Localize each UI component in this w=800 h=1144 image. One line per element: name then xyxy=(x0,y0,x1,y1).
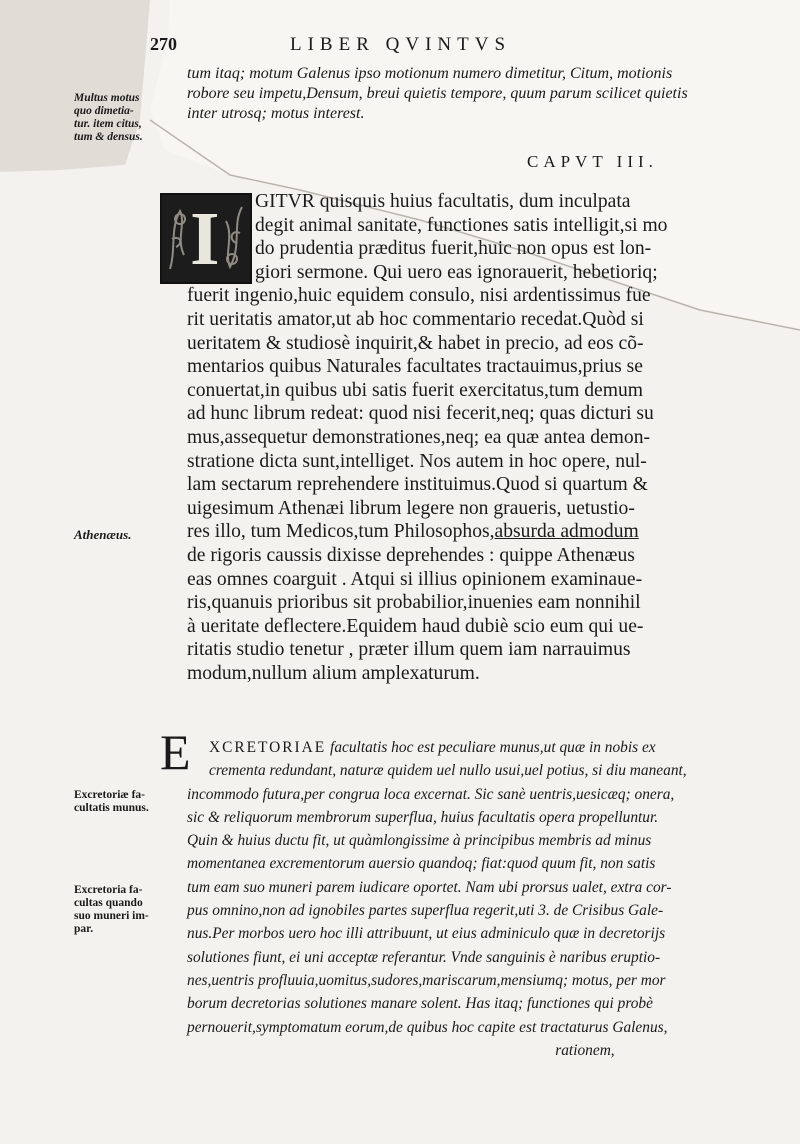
text-line: modum,nullum alium amplexaturum. xyxy=(187,662,480,684)
text-line: tum itaq; motum Galenus ipso motionum numero dimetitur, Citum, motionis xyxy=(187,65,673,82)
text-line xyxy=(187,736,687,759)
text-line: degit animal sanitate, functiones satis intelligit,si mo xyxy=(255,214,668,236)
page-header xyxy=(150,34,580,58)
margin-note-excretoria-impar: Excretoria fa- cultas quando suo muneri im- par. xyxy=(74,884,149,935)
text-line: ueritatem & studiosè inquirit,& habet in precio, ad eos cõ- xyxy=(187,332,644,354)
catchword: rationem, xyxy=(555,1041,615,1059)
text-line: nus.Per morbos uero hoc illi attribuunt, ut eius adminiculo quæ in decretorijs xyxy=(187,925,666,943)
text-segment: res illo, tum Medicos,tum Philosophos, xyxy=(187,521,495,543)
text-line: rit ueritatis amator,ut ab hoc commentario recedat.Quòd si xyxy=(187,308,644,330)
text-line: giori sermone. Qui uero eas ignorauerit, hebetioriq; xyxy=(255,261,658,283)
underlined-phrase: absurda admodum xyxy=(494,521,639,543)
margin-note-athenaeus: Athenæus. xyxy=(74,527,132,542)
margin-note-motus: Multus motus quo dimetia- tur. item citus, tum & densus. xyxy=(74,92,143,143)
text-line: mentarios quibus Naturales facultates tractauimus,prius se xyxy=(187,356,643,378)
text-line: incommodo futura,per congrua loca excernat. Sic sanè uentris,uesicæq; onera, xyxy=(187,785,675,803)
text-line: Quin & huius ductu fit, ut quàmlongissime à principibus membris ad minus xyxy=(187,832,652,850)
initial-letter: I xyxy=(190,197,220,281)
page-number: 270 xyxy=(150,34,177,54)
text-line: stratione dicta sunt,intelliget. Nos autem in hoc opere, nul- xyxy=(187,450,647,472)
text-line: conuertat,in quibus ubi satis fuerit exercitatus,tum demum xyxy=(187,379,643,401)
text-line: ris,quanuis prioribus sit probabilior,inuenies eam nonnihil xyxy=(187,592,641,614)
text-line: pus omnino,non ad ignobiles partes superflua regerit,uti 3. de Crisibus Gale- xyxy=(187,902,664,920)
text-line: lam sectarum reprehendere instituimus.Quod si quartum & xyxy=(187,474,648,496)
margin-note-excretoriae-munus: Excretoriæ fa- cultatis munus. xyxy=(74,789,149,814)
text-line: de rigoris caussis dixisse deprehendes : quippe Athenæus xyxy=(187,544,635,566)
text-line: mus,assequetur demonstrationes,neq; ea quæ antea demon- xyxy=(187,426,651,448)
text-line: ad hunc librum redeat: quod nisi fecerit,neq; quas dicturi su xyxy=(187,403,654,425)
text-line: ritatis studio tenetur , præter illum quem iam narrauimus xyxy=(187,639,631,661)
running-head: LIBER QVINTVS xyxy=(290,34,512,55)
text-line: borum decretorias solutiones manare solent. Has itaq; functiones qui probè xyxy=(187,995,653,1013)
text-line: nes,uentris profluuia,uomitus,sudores,mariscarum,mensiumq; motus, per mor xyxy=(187,971,666,989)
text-line: à ueritate deflectere.Equidem haud dubiè scio eum qui ue- xyxy=(187,615,644,637)
text-segment: facultatis hoc est peculiare munus,ut quæ in nobis ex xyxy=(326,739,656,756)
text-line: eas omnes coarguit . Atqui si illius opinionem examinaue- xyxy=(187,568,643,590)
text-line: momentanea excrementorum auersio quandoq; fiat:quod quum fit, non satis xyxy=(187,855,656,873)
text-line: inter utrosq; motus interest. xyxy=(187,105,365,122)
text-line: pernouerit,symptomatum eorum,de quibus hoc capite est tractaturus Galenus, xyxy=(187,1018,668,1036)
text-line: fuerit ingenio,huic equidem consulo, nisi ardentissimus fue xyxy=(187,285,651,307)
excretoria-paragraph xyxy=(187,736,687,1062)
excretoria-initial: E xyxy=(160,724,191,780)
text-line: do prudentia præditus fuerit,huic non opus est lon- xyxy=(255,238,652,260)
text-line: GITVR quisquis huius facultatis, dum inculpata xyxy=(255,191,631,212)
chapter-heading: CAPVT III. xyxy=(527,152,658,171)
main-paragraph xyxy=(187,190,667,685)
top-paragraph xyxy=(187,64,688,124)
text-line xyxy=(187,520,667,544)
text-line: uigesimum Athenæi librum legere non graueris, uetustio- xyxy=(187,497,635,519)
text-line: crementa redundant, naturæ quidem uel nullo usui,uel potius, si diu maneant, xyxy=(209,762,687,780)
text-line: solutiones fiunt, ei uni acceptæ referantur. Vnde sanguinis è naribus eruptio- xyxy=(187,948,661,966)
text-line: robore seu impetu,Densum, breui quietis tempore, quum parum scilicet quietis xyxy=(187,85,688,102)
lead-caps: XCRETORIAE xyxy=(209,739,327,756)
text-line: tum eam suo muneri parem iudicare oportet. Nam ubi prorsus ualet, extra cor- xyxy=(187,878,672,896)
text-line: sic & reliquorum membrorum superflua, huius facultatis opera propelluntur. xyxy=(187,808,659,826)
